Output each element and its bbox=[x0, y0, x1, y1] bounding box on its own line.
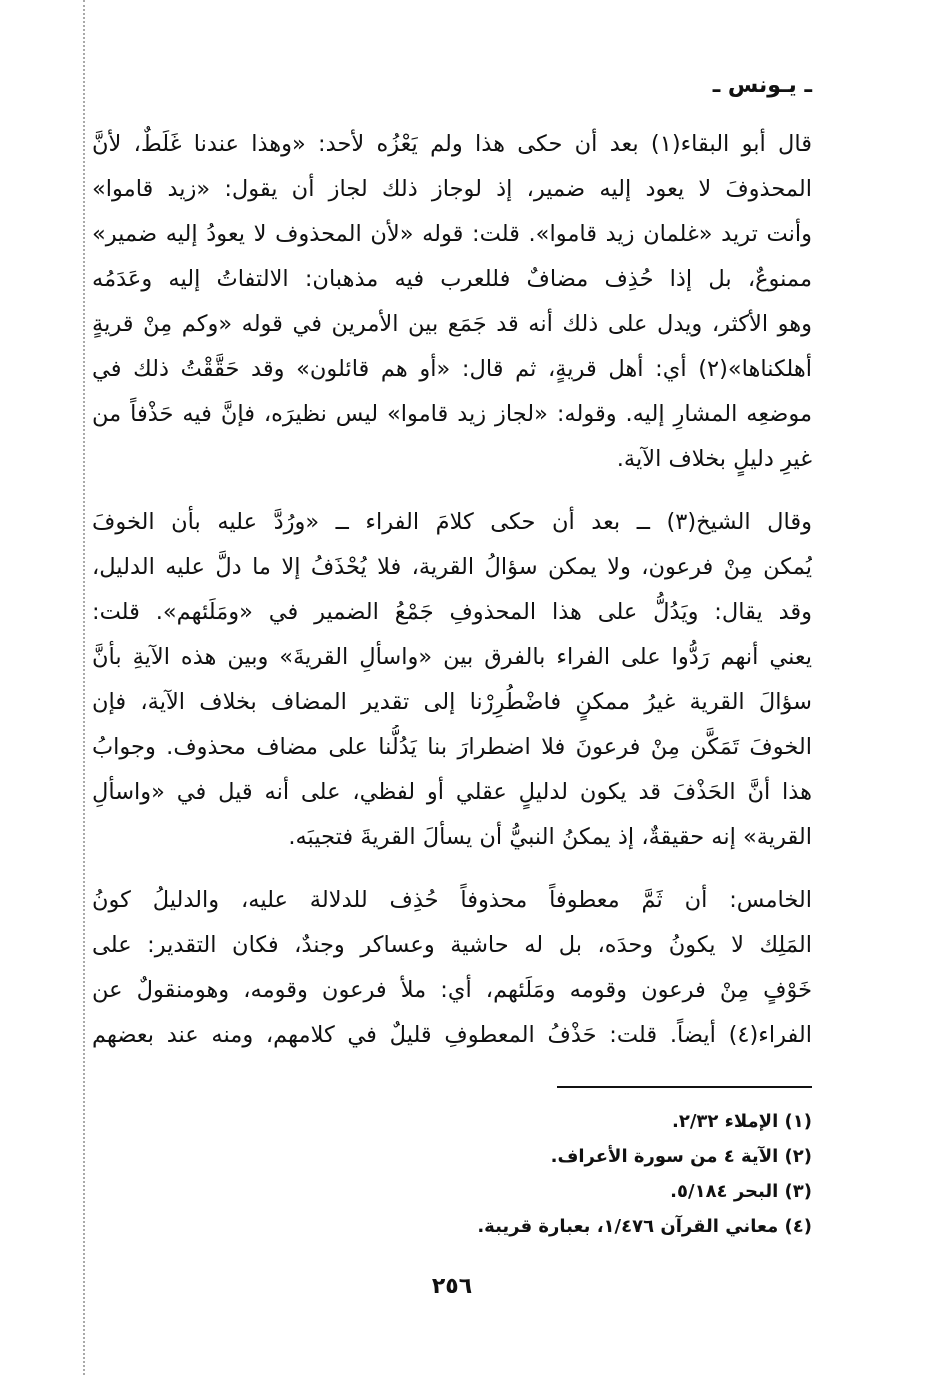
text-line: يُمكن مِنْ فرعون، ولا يمكن سؤالُ القرية، فلا يُحْذَفُ إلا ما دلَّ عليه الدليل، bbox=[92, 554, 812, 580]
page-number: ٢٥٦ bbox=[431, 1274, 473, 1299]
text-line: وقد يقال: ويَدُلُّ على هذا المحذوفِ جَمْعُ الضمير في «ومَلَئهم». قلت: bbox=[92, 599, 812, 625]
text-line: سؤالَ القرية غيرُ ممكنٍ فاضْطُرِرْنا إلى تقدير المضاف بخلاف الآية، فإن bbox=[92, 689, 812, 715]
footnote: (١) الإملاء ٢/٣٢. bbox=[672, 1111, 812, 1132]
text-line: غيرِ دليلٍ بخلاف الآية. bbox=[616, 446, 812, 472]
text-line: الفراء(٤) أيضاً. قلت: حَذْفُ المعطوفِ قليلٌ في كلامهم، ومنه عند بعضهم bbox=[92, 1022, 812, 1048]
paragraph-3 bbox=[92, 878, 812, 1058]
text-line: الخامس: أن ثَمَّ معطوفاً محذوفاً حُذِف للدلالة عليه، والدليلُ كونُ bbox=[92, 887, 812, 913]
text-line: خَوْفٍ مِنْ فرعون وقومه ومَلَئهم، أي: ملأ فرعون وقومه، وهومنقولٌ عن bbox=[92, 977, 812, 1003]
paragraph-2 bbox=[92, 500, 812, 860]
footnote: (٢) الآية ٤ من سورة الأعراف. bbox=[550, 1146, 812, 1167]
text-line: وقال الشيخ(٣) ــ بعد أن حكى كلامَ الفراء ــ «ورُدَّ عليه بأن الخوفَ bbox=[92, 509, 812, 535]
footnote: (٣) البحر ٥/١٨٤. bbox=[670, 1181, 812, 1202]
text-line: وهو الأكثر، ويدل على ذلك أنه قد جَمَع بين الأمرين في قوله «وكم مِنْ قريةٍ bbox=[92, 311, 812, 337]
running-head: ـ يـونس ـ bbox=[712, 73, 812, 98]
footnote-separator bbox=[557, 1086, 812, 1088]
paragraph-1 bbox=[92, 122, 812, 482]
footnotes bbox=[92, 1104, 812, 1244]
left-margin-dotted-line bbox=[83, 0, 85, 1375]
text-line: المحذوفَ لا يعود إليه ضمير، إذ لوجاز ذلك لجاز أن يقول: «زيد قاموا» bbox=[92, 176, 812, 202]
text-line: موضعِه المشارِ إليه. وقوله: «لجاز زيد قاموا» ليس نظيرَه، فإنَّ فيه حَذْفاً من bbox=[92, 401, 812, 427]
footnote: (٤) معاني القرآن ١/٤٧٦، بعبارة قريبة. bbox=[477, 1216, 812, 1237]
text-line: أهلكناها»(٢) أي: أهل قريةٍ، ثم قال: «أو هم قائلون» وقد حَقَّقْتُ ذلك في bbox=[92, 356, 812, 382]
paragraph-gap bbox=[92, 860, 812, 878]
text-line: المَلِك لا يكونُ وحدَه، بل له حاشية وعساكر وجندٌ، فكان التقدير: على bbox=[92, 932, 812, 958]
text-line: ممنوعٌ، بل إذا حُذِف مضافٌ فللعرب فيه مذهبان: الالتفاتُ إليه وعَدَمُه bbox=[92, 266, 812, 292]
text-line: وأنت تريد «غلمان زيد قاموا». قلت: قوله «لأن المحذوف لا يعودُ إليه ضمير» bbox=[92, 221, 812, 247]
paragraph-gap bbox=[92, 482, 812, 500]
text-line: يعني أنهم رَدُّوا على الفراء بالفرق بين «واسألِ القريةَ» وبين هذه الآيةِ بأنَّ bbox=[92, 644, 812, 670]
body-text bbox=[92, 122, 812, 1058]
text-line: الخوفَ تَمَكَّن مِنْ فرعونَ فلا اضطرارَ بنا يَدُلُّنا على مضاف محذوف. وجوابُ bbox=[92, 734, 812, 760]
text-line: قال أبو البقاء(١) بعد أن حكى هذا ولم يَعْزُه لأحد: «وهذا عندنا غَلَطٌ، لأنَّ bbox=[92, 131, 812, 157]
text-line: القرية» إنه حقيقةٌ، إذ يمكنُ النبيُّ أن يسألَ القريةَ فتجيبَه. bbox=[288, 824, 812, 850]
text-line: هذا أنَّ الحَذْفَ قد يكون لدليلٍ عقلي أو لفظي، على أنه قيل في «واسألِ bbox=[92, 779, 812, 805]
